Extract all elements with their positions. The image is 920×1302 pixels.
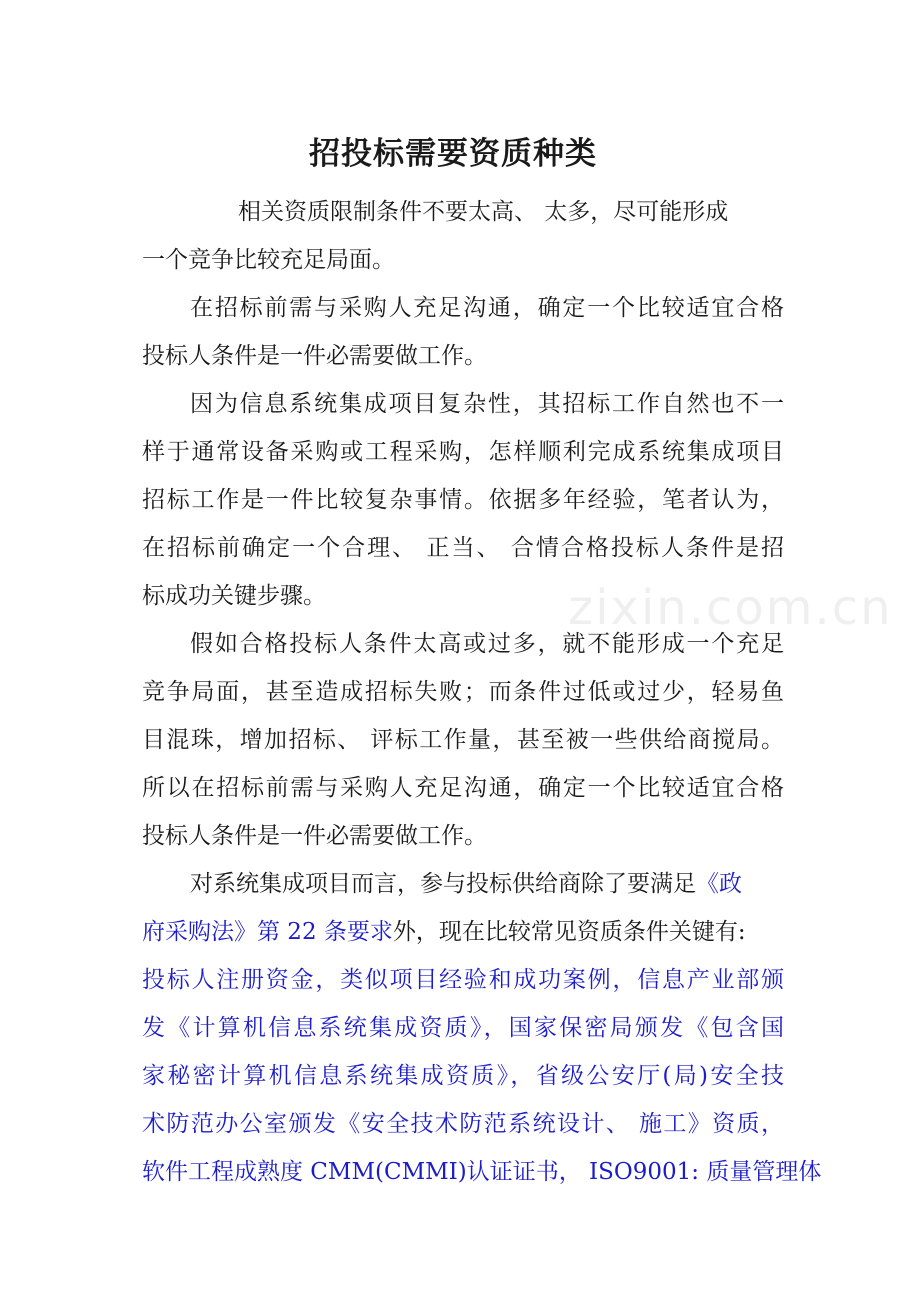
paragraph-2-line-2: 投标人条件是一件必需要做工作。 <box>142 343 487 369</box>
watermark: zixin.com.cn <box>568 580 893 636</box>
paragraph-3-line-4: 在招标前确定一个合理、 正当、 合情合格投标人条件是招 <box>142 535 784 561</box>
paragraph-4-line-2: 竞争局面，甚至造成招标失败；而条件过低或过少，轻易鱼 <box>142 679 784 705</box>
law-reference-link-start: 《政 <box>696 871 742 897</box>
paragraph-5-line-1 <box>190 867 742 901</box>
paragraph-3-line-2: 样于通常设备采购或工程采购，怎样顺利完成系统集成项目 <box>142 439 784 465</box>
paragraph-4-line-3: 目混珠，增加招标、 评标工作量，甚至被一些供给商搅局。 <box>142 727 784 753</box>
paragraph-4-line-4: 所以在招标前需与采购人充足沟通，确定一个比较适宜合格 <box>142 775 784 801</box>
paragraph-3-line-1: 因为信息系统集成项目复杂性，其招标工作自然也不一 <box>190 391 784 417</box>
document-title: 招投标需要资质种类 <box>309 136 597 172</box>
law-reference-link: 府采购法》第 22 条要求 <box>142 919 393 945</box>
paragraph-1-line-1: 相关资质限制条件不要太高、 太多，尽可能形成 <box>238 199 729 225</box>
qualification-list-line-1: 投标人注册资金，类似项目经验和成功案例，信息产业部颁 <box>142 967 784 993</box>
paragraph-2-line-1: 在招标前需与采购人充足沟通，确定一个比较适宜合格 <box>190 295 784 321</box>
paragraph-5-line-1-text: 对系统集成项目而言，参与投标供给商除了要满足 <box>190 871 696 897</box>
paragraph-4-line-5: 投标人条件是一件必需要做工作。 <box>142 823 487 849</box>
qualification-list-line-5: 软件工程成熟度 CMM(CMMI)认证证书， ISO9001: 质量管理体 <box>142 1159 822 1185</box>
paragraph-1-line-2: 一个竞争比较充足局面。 <box>142 247 395 273</box>
paragraph-3-line-3: 招标工作是一件比较复杂事情。依据多年经验，笔者认为， <box>142 487 784 513</box>
paragraph-5-line-2 <box>142 915 792 949</box>
paragraph-4-line-1: 假如合格投标人条件太高或过多，就不能形成一个充足 <box>190 631 784 657</box>
paragraph-5-line-2-text: 外，现在比较常见资质条件关键有: <box>392 919 746 945</box>
qualification-list-line-4: 术防范办公室颁发《安全技术防范系统设计、 施工》资质， <box>142 1111 784 1137</box>
qualification-list-line-2: 发《计算机信息系统集成资质》，国家保密局颁发《包含国 <box>142 1015 784 1041</box>
paragraph-3-line-5: 标成功关键步骤。 <box>142 583 326 609</box>
qualification-list-line-3: 家秘密计算机信息系统集成资质》，省级公安厅(局)安全技 <box>142 1063 784 1089</box>
